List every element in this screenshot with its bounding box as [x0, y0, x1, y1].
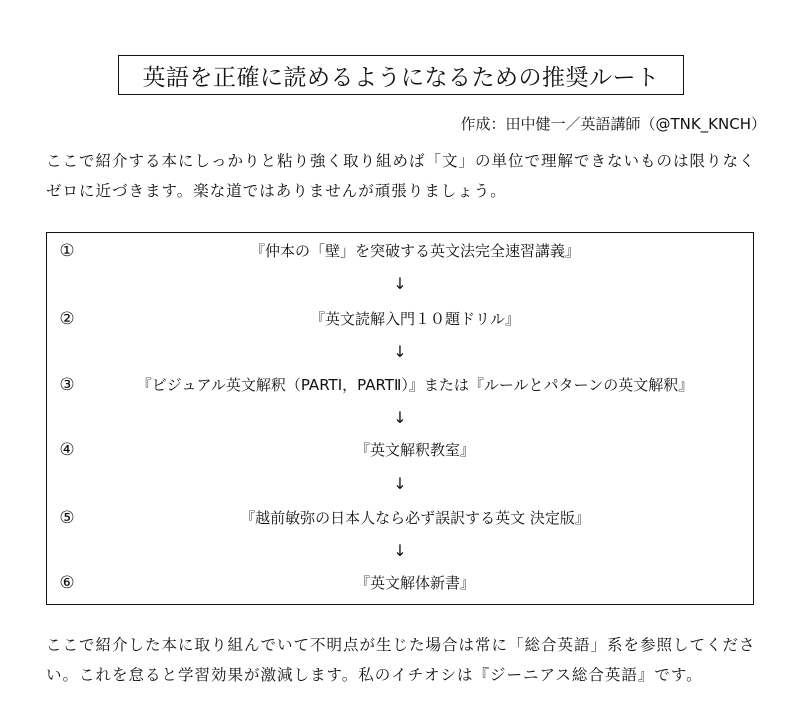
route-step	[47, 239, 753, 263]
down-arrow-icon: ↓	[393, 541, 407, 560]
step-number: ①	[59, 241, 75, 261]
page-title	[118, 55, 684, 95]
route-step	[47, 373, 753, 397]
route-step	[47, 307, 753, 331]
step-book-title: 『英文解体新書』	[354, 574, 475, 592]
down-arrow-icon: ↓	[393, 274, 407, 293]
step-book-title: 『英文読解入門１０題ドリル』	[309, 310, 520, 328]
down-arrow-icon: ↓	[393, 342, 407, 361]
page-title-text: 英語を正確に読めるようになるための推奨ルート	[142, 64, 660, 91]
author-credit: 作成：田中健一／英語講師（@TNK_KNCH）	[460, 115, 766, 133]
route-step	[47, 506, 753, 530]
step-book-title: 『英文解釈教室』	[354, 441, 475, 459]
down-arrow-icon: ↓	[393, 408, 407, 427]
route-box	[46, 232, 754, 605]
step-number: ⑤	[59, 508, 75, 528]
step-number: ④	[59, 440, 75, 460]
route-step	[47, 438, 753, 462]
route-step	[47, 571, 753, 595]
intro-paragraph: ここで紹介する本にしっかりと粘り強く取り組めば「文」の単位で理解できないものは限りなくゼロに近づきます。楽な道ではありませんが頑張りましょう。	[46, 152, 756, 200]
step-number: ③	[59, 375, 75, 395]
step-book-title: 『仲本の「壁」を突破する英文法完全速習講義』	[249, 242, 580, 260]
step-number: ②	[59, 309, 75, 329]
step-book-title: 『ビジュアル英文解釈（PARTⅠ，PARTⅡ）』または『ルールとパターンの英文解釈』	[136, 376, 694, 394]
step-number: ⑥	[59, 573, 75, 593]
outro-paragraph: ここで紹介した本に取り組んでいて不明点が生じた場合は常に「総合英語」系を参照してください。これを怠ると学習効果が激減します。私のイチオシは『ジーニアス総合英語』です。	[46, 636, 756, 684]
down-arrow-icon: ↓	[393, 474, 407, 493]
step-book-title: 『越前敏弥の日本人なら必ず誤訳する英文 決定版』	[240, 509, 590, 527]
